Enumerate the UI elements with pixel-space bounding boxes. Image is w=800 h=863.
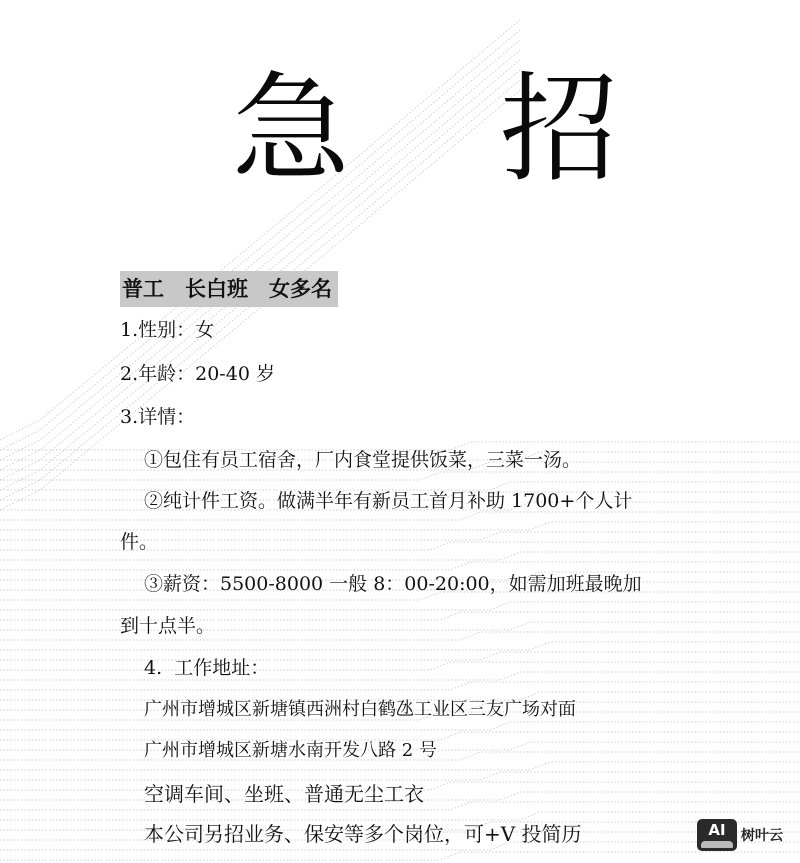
detail-salary-1: ③薪资：5500-8000 一般 8：00-20:00，如需加班最晚加 bbox=[144, 573, 642, 595]
detail-wage-1: ②纯计件工资。做满半年有新员工首月补助 1700+个人计 bbox=[144, 490, 633, 512]
age-line: 2.年龄：20-40 岁 bbox=[120, 363, 275, 385]
other-positions: 本公司另招业务、保安等多个岗位，可+V 投简历 bbox=[144, 822, 582, 846]
detail-wage-2: 件。 bbox=[120, 531, 159, 553]
job-heading: 普工 长白班 女多名 bbox=[120, 271, 338, 307]
title-char-urgent: 急 bbox=[232, 60, 351, 198]
watermark-logo-text: AI bbox=[708, 821, 726, 839]
title-char-hiring: 招 bbox=[500, 60, 619, 198]
address-1: 广州市增城区新塘镇西洲村白鹤氹工业区三友广场对面 bbox=[144, 699, 576, 720]
gender-line: 1.性别：女 bbox=[120, 319, 215, 341]
address-2: 广州市增城区新塘水南开发八路 2 号 bbox=[144, 740, 437, 761]
workplace-environment: 空调车间、坐班、普通无尘工衣 bbox=[144, 782, 424, 806]
watermark-logo-icon bbox=[697, 819, 737, 851]
watermark-text: 树叶云 bbox=[741, 828, 783, 844]
watermark bbox=[697, 818, 797, 852]
details-label: 3.详情： bbox=[120, 406, 196, 428]
address-label: 4. 工作地址： bbox=[144, 657, 270, 679]
detail-housing: ①包住有员工宿舍，厂内食堂提供饭菜，三菜一汤。 bbox=[144, 449, 582, 471]
detail-salary-2: 到十点半。 bbox=[120, 615, 216, 637]
